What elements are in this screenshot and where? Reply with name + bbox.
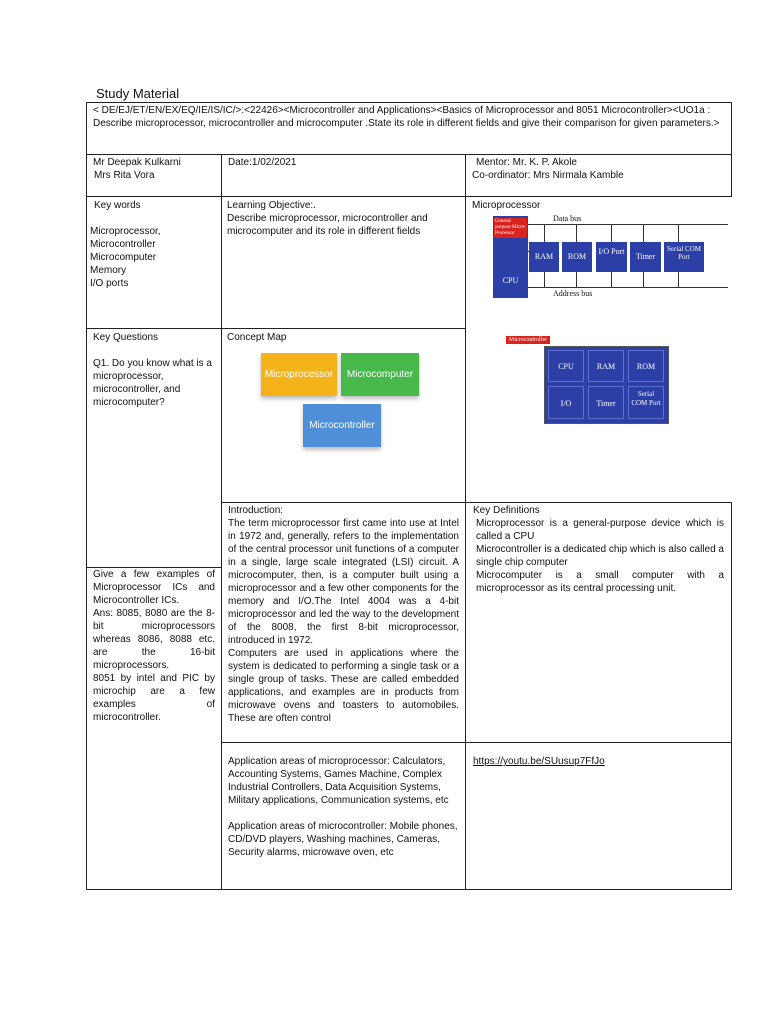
cpu-block (493, 216, 528, 298)
introduction-heading: Introduction: (228, 505, 284, 516)
key-definitions-cell (465, 502, 732, 743)
data-bus-line (528, 224, 728, 225)
concept-node-microcomputer: Microcomputer (341, 353, 419, 396)
keywords-cell (86, 196, 222, 329)
io-port-block: I/O Port (596, 242, 627, 272)
keyword-item: Microcomputer (90, 252, 157, 263)
learning-objective-heading: Learning Objective:. (227, 200, 316, 211)
key-questions-heading: Key Questions (93, 332, 159, 343)
examples-cell (86, 567, 222, 890)
mentor: Mentor: Mr. K. P. Akole (476, 157, 577, 168)
microprocessor-heading: Microprocessor (472, 200, 541, 211)
concept-map-heading: Concept Map (227, 332, 287, 343)
key-question-1: Q1. Do you know what is a microprocessor, microcontroller, and microcomputer? (93, 358, 212, 408)
applications-microprocessor: Application areas of microprocessor: Calculators, Accounting Systems, Games Machine, Complex Industrial Controllers, Data Acquisition Systems, Military applications, Communication systems, etc (228, 756, 449, 806)
microcontroller-label: Microcontroller (506, 336, 550, 344)
course-line-cell (86, 102, 732, 155)
timer-block: Timer (630, 242, 661, 272)
microcontroller-diagram (506, 336, 676, 426)
document-heading: Study Material (96, 86, 180, 101)
definition-item: Microcontroller is a dedicated chip which is also called a single chip computer (476, 544, 724, 568)
video-link[interactable]: https://youtu.be/SUusup7FfJo (473, 756, 605, 767)
introduction-cell (221, 502, 466, 743)
authors-cell (86, 154, 222, 197)
examples-question: Give a few examples of Microprocessor ICs and Microcontroller ICs. (93, 569, 215, 606)
date: Date:1/02/2021 (228, 157, 297, 168)
microprocessor-diagram (493, 214, 733, 304)
keyword-item: I/O ports (90, 278, 129, 289)
cpu-label: CPU (502, 276, 519, 285)
introduction-para-1: The term microprocessor first came into use at Intel in 1972 and, generally, refers to the implementation of the central processor unit functions of a computer in a single, large scale integrated (LSI) circuit. A microcomputer, then, is a computer built using a microprocessor and a few other components for the memory and I/O.The Intel 4004 was a 4-bit microprocessor and led the way to the development of the 8008, the first 8-bit microprocessor, introduced in 1972. (228, 518, 459, 646)
mc-serial-block: Serial COM Port (628, 386, 664, 419)
keyword-item: Microcontroller (90, 239, 156, 250)
data-bus-label: Data bus (553, 214, 582, 223)
keyword-item: Memory (90, 265, 127, 276)
serial-com-block: Serial COM Port (664, 242, 704, 272)
author-1: Mr Deepak Kulkarni (93, 157, 181, 168)
applications-microcontroller: Application areas of microcontroller: Mobile phones, CD/DVD players, Washing machines, Cameras, Security alarms, microwave oven, etc (228, 821, 458, 858)
mc-rom-block: ROM (628, 350, 664, 382)
date-cell (221, 154, 466, 197)
address-bus-label: Address bus (553, 289, 593, 298)
keyword-item: Microprocessor, (90, 226, 161, 237)
video-cell (465, 742, 732, 890)
key-questions-cell (86, 328, 222, 568)
learning-objective-text: Describe microprocessor, microcontroller and microcomputer and its role in different fields (227, 213, 428, 237)
ram-block: RAM (529, 242, 559, 272)
definition-item: Microprocessor is a general-purpose device which is called a CPU (476, 518, 724, 542)
examples-answer-2: 8051 by intel and PIC by microchip are a few examples of microcontroller. (93, 673, 215, 723)
mc-ram-block: RAM (588, 350, 624, 382)
mc-cpu-block: CPU (548, 350, 584, 382)
rom-block: ROM (562, 242, 592, 272)
study-table (86, 102, 732, 890)
concept-node-microcontroller: Microcontroller (303, 404, 381, 447)
concept-node-microprocessor: Microprocessor (261, 353, 337, 396)
author-2: Mrs Rita Vora (94, 170, 155, 181)
course-line: < DE/EJ/ET/EN/EX/EQ/IE/IS/IC/>:<22426><Microcontroller and Applications><Basics of Microprocessor and 8051 Microcontroller><UO1a : Describe microprocessor, microcontroller and microcomputer .State its role in different fields and give their comparison for given parameters.> (93, 105, 720, 129)
coordinator: Co-ordinator: Mrs Nirmala Kamble (472, 170, 624, 181)
mentor-cell (465, 154, 732, 197)
address-bus-line (528, 287, 728, 288)
examples-answer: Ans: 8085, 8080 are the 8-bit microprocessors whereas 8086, 8088 etc. are the 16-bit microprocessors. (93, 608, 215, 671)
learning-objective-cell (221, 196, 466, 329)
definition-item: Microcomputer is a small computer with a microprocessor as its central processing unit. (476, 570, 724, 594)
applications-cell (221, 742, 466, 890)
introduction-para-2: Computers are used in applications where the system is dedicated to performing a single task or a single group of tasks. These are called embedded applications, and examples are in products from microwave ovens and toasters to automobiles. These are often control (228, 648, 459, 724)
mc-io-block: I/O (548, 386, 584, 419)
key-definitions-heading: Key Definitions (473, 505, 540, 516)
cpu-purpose-label: General purpose Micro-Processor (495, 219, 526, 236)
keywords-heading: Key words (94, 200, 141, 211)
mc-timer-block: Timer (588, 386, 624, 419)
